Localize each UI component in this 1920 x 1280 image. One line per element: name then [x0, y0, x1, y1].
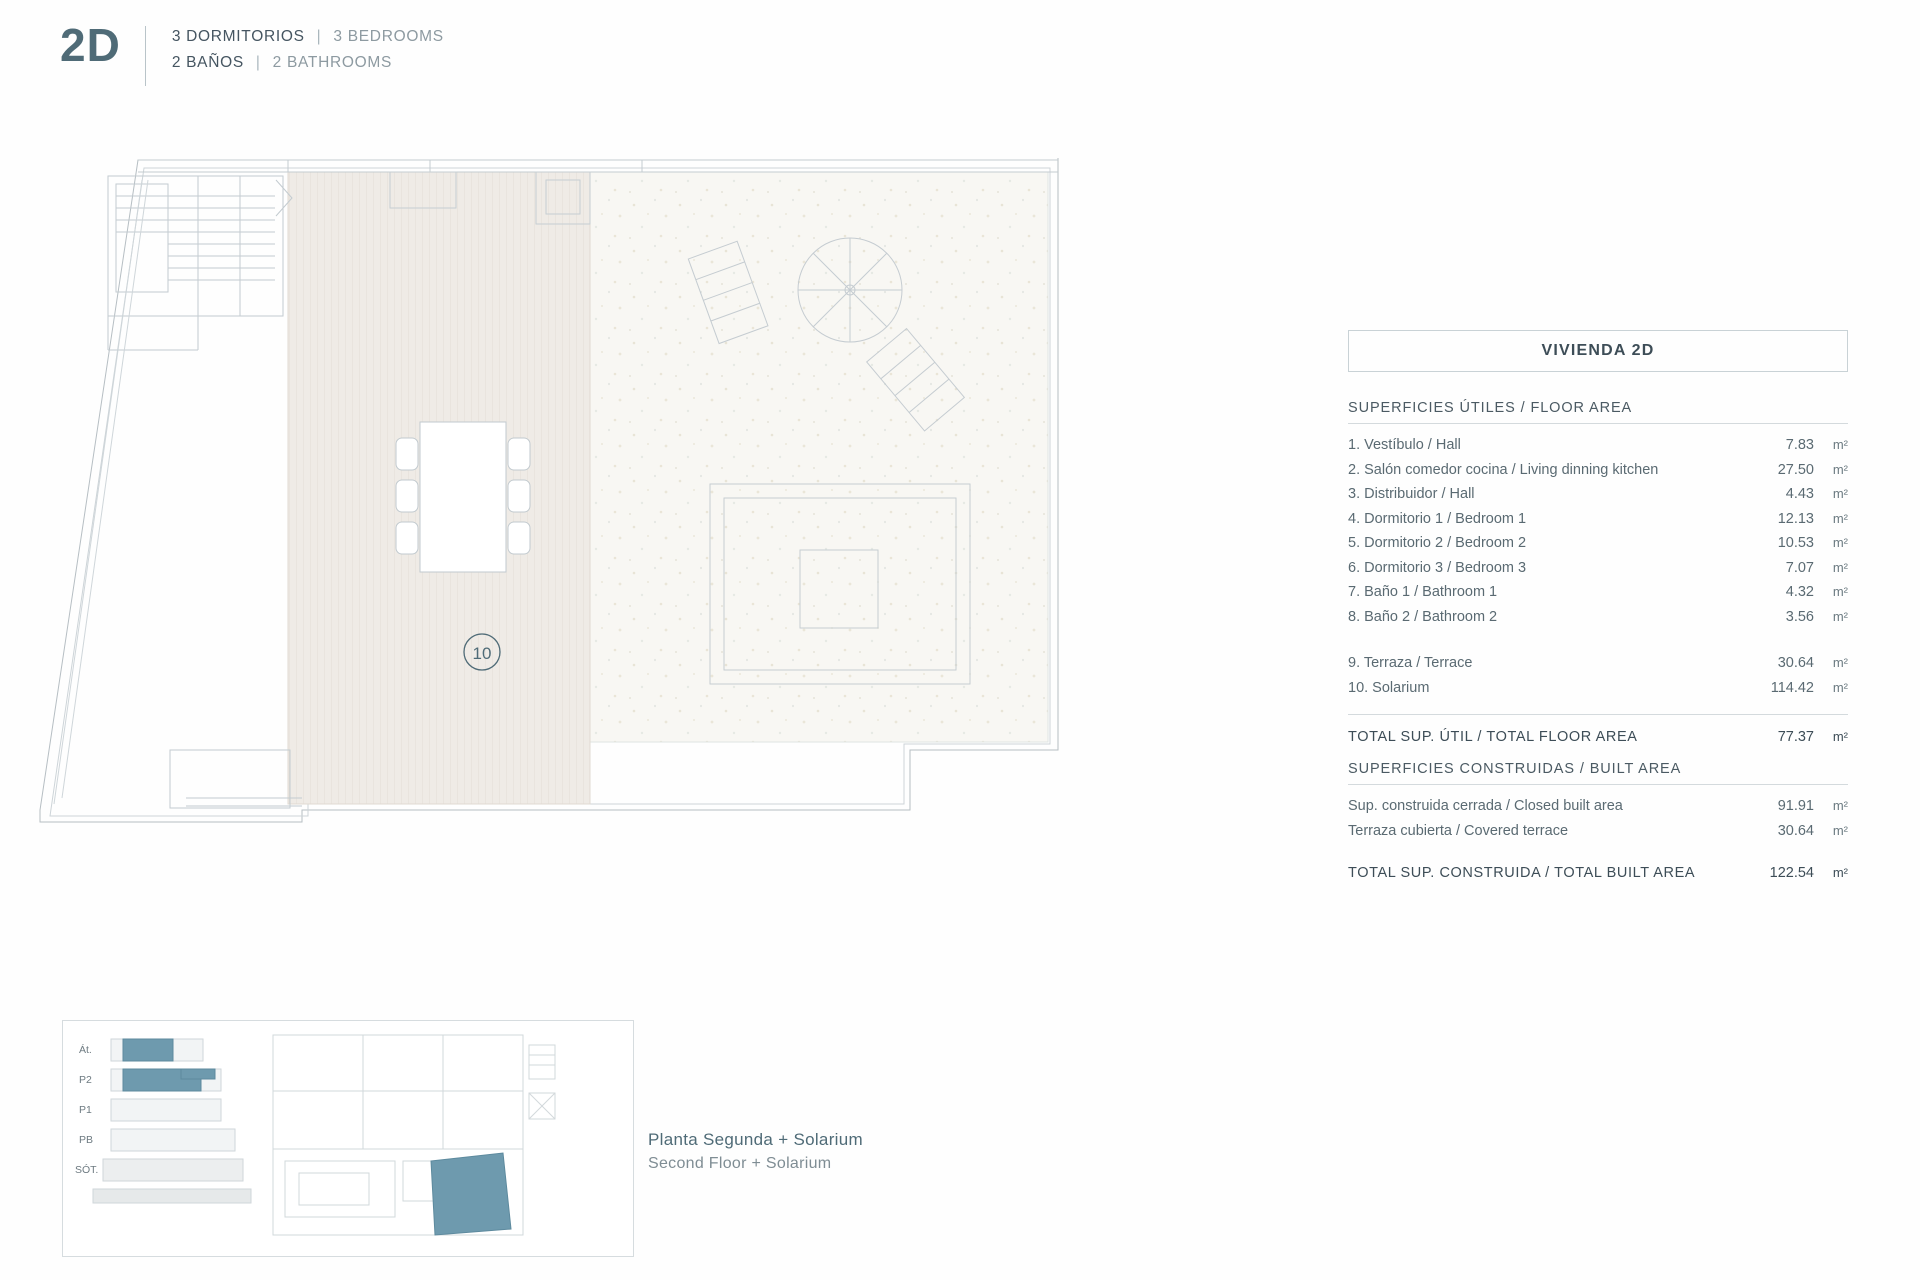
built-label: Sup. construida cerrada / Closed built area — [1348, 798, 1623, 814]
total-built-area-label: TOTAL SUP. CONSTRUIDA / TOTAL BUILT AREA — [1348, 865, 1696, 881]
room-value: 7.83 — [1785, 437, 1814, 453]
room-marker-label: 10 — [472, 644, 492, 663]
built-label: Terraza cubierta / Covered terrace — [1348, 822, 1569, 839]
bedrooms-label-en: 3 BEDROOMS — [333, 28, 444, 45]
room-unit: m² — [1832, 584, 1848, 599]
bedrooms-label-es: 3 DORMITORIOS — [171, 28, 305, 45]
outdoor-area-list — [1348, 651, 1848, 700]
room-value: 3.56 — [1785, 608, 1814, 625]
table-row — [1348, 507, 1848, 532]
unit-title-box — [1348, 330, 1848, 372]
room-label: 3. Distribuidor / Hall — [1348, 486, 1475, 502]
room-unit: m² — [1832, 437, 1848, 452]
room-value: 12.13 — [1777, 510, 1814, 527]
built-area-heading: SUPERFICIES CONSTRUIDAS / BUILT AREA — [1348, 761, 1848, 785]
floor-area-heading: SUPERFICIES ÚTILES / FLOOR AREA — [1348, 400, 1848, 424]
table-row — [1348, 605, 1848, 630]
bathrooms-label-es: 2 BAÑOS — [171, 54, 244, 71]
table-row — [1348, 794, 1848, 819]
built-unit: m² — [1832, 822, 1848, 838]
table-row — [1348, 433, 1848, 458]
total-floor-area-row — [1348, 715, 1848, 761]
floor-area-list — [1348, 433, 1848, 629]
plan-caption-es: Planta Segunda + Solarium — [648, 1130, 863, 1149]
room-unit: m² — [1832, 535, 1848, 550]
table-row — [1348, 676, 1848, 701]
table-row — [1348, 482, 1848, 507]
room-label: 6. Dormitorio 3 / Bedroom 3 — [1348, 559, 1527, 576]
table-row — [1348, 458, 1848, 483]
room-label: 7. Baño 1 / Bathroom 1 — [1348, 584, 1498, 600]
total-floor-area-unit: m² — [1832, 729, 1848, 744]
total-built-area-row — [1348, 843, 1848, 897]
total-floor-area-value: 77.37 — [1777, 729, 1814, 745]
room-value: 7.07 — [1785, 559, 1814, 576]
bathrooms-row — [172, 54, 444, 72]
room-value: 4.32 — [1785, 584, 1814, 600]
floor-plan-drawing — [30, 150, 1340, 850]
page-header — [60, 19, 444, 86]
room-unit: m² — [1832, 608, 1848, 624]
total-built-area-unit: m² — [1832, 865, 1848, 880]
table-row — [1348, 531, 1848, 556]
room-unit: m² — [1832, 461, 1848, 477]
room-value: 27.50 — [1777, 461, 1814, 478]
room-label: 4. Dormitorio 1 / Bedroom 1 — [1348, 510, 1527, 527]
bedrooms-separator: | — [316, 28, 322, 45]
room-unit: m² — [1832, 679, 1848, 695]
room-label: 1. Vestíbulo / Hall — [1348, 437, 1461, 453]
highlighted-unit-footprint — [431, 1153, 511, 1235]
room-label: 9. Terraza / Terrace — [1348, 655, 1473, 671]
table-row — [1348, 580, 1848, 605]
level-label: P1 — [79, 1104, 92, 1116]
level-label: P2 — [79, 1074, 92, 1086]
plan-caption-en: Second Floor + Solarium — [648, 1155, 832, 1172]
level-label: PB — [79, 1134, 94, 1146]
plan-caption — [648, 1130, 863, 1173]
table-row — [1348, 819, 1848, 844]
built-value: 30.64 — [1777, 822, 1814, 839]
level-label: Át. — [79, 1044, 92, 1056]
table-row — [1348, 556, 1848, 581]
room-label: 10. Solarium — [1348, 679, 1430, 696]
room-unit: m² — [1832, 510, 1848, 526]
room-label: 2. Salón comedor cocina / Living dinning kitchen — [1348, 461, 1659, 478]
room-unit: m² — [1832, 559, 1848, 575]
room-unit: m² — [1832, 486, 1848, 501]
level-label: SÓT. — [75, 1164, 99, 1176]
total-built-area-value: 122.54 — [1769, 865, 1814, 881]
unit-code: 2D — [60, 19, 121, 71]
list-spacer — [1348, 629, 1848, 651]
bathrooms-label-en: 2 BATHROOMS — [272, 54, 393, 71]
bedrooms-row — [172, 28, 444, 46]
built-area-list — [1348, 794, 1848, 843]
unit-title: VIVIENDA 2D — [1541, 342, 1655, 359]
header-text — [146, 22, 444, 80]
area-schedule-panel — [1348, 330, 1848, 897]
total-floor-area-label: TOTAL SUP. ÚTIL / TOTAL FLOOR AREA — [1348, 729, 1638, 745]
room-value: 10.53 — [1777, 535, 1814, 551]
locator-key-diagram — [62, 1020, 634, 1257]
room-label: 5. Dormitorio 2 / Bedroom 2 — [1348, 535, 1527, 551]
room-label: 8. Baño 2 / Bathroom 2 — [1348, 608, 1498, 625]
bathrooms-separator: | — [255, 54, 261, 71]
built-value: 91.91 — [1777, 798, 1814, 814]
room-value: 114.42 — [1770, 679, 1814, 696]
table-row — [1348, 651, 1848, 676]
room-unit: m² — [1832, 655, 1848, 670]
room-value: 30.64 — [1777, 655, 1814, 671]
room-value: 4.43 — [1785, 486, 1814, 502]
built-unit: m² — [1832, 798, 1848, 813]
